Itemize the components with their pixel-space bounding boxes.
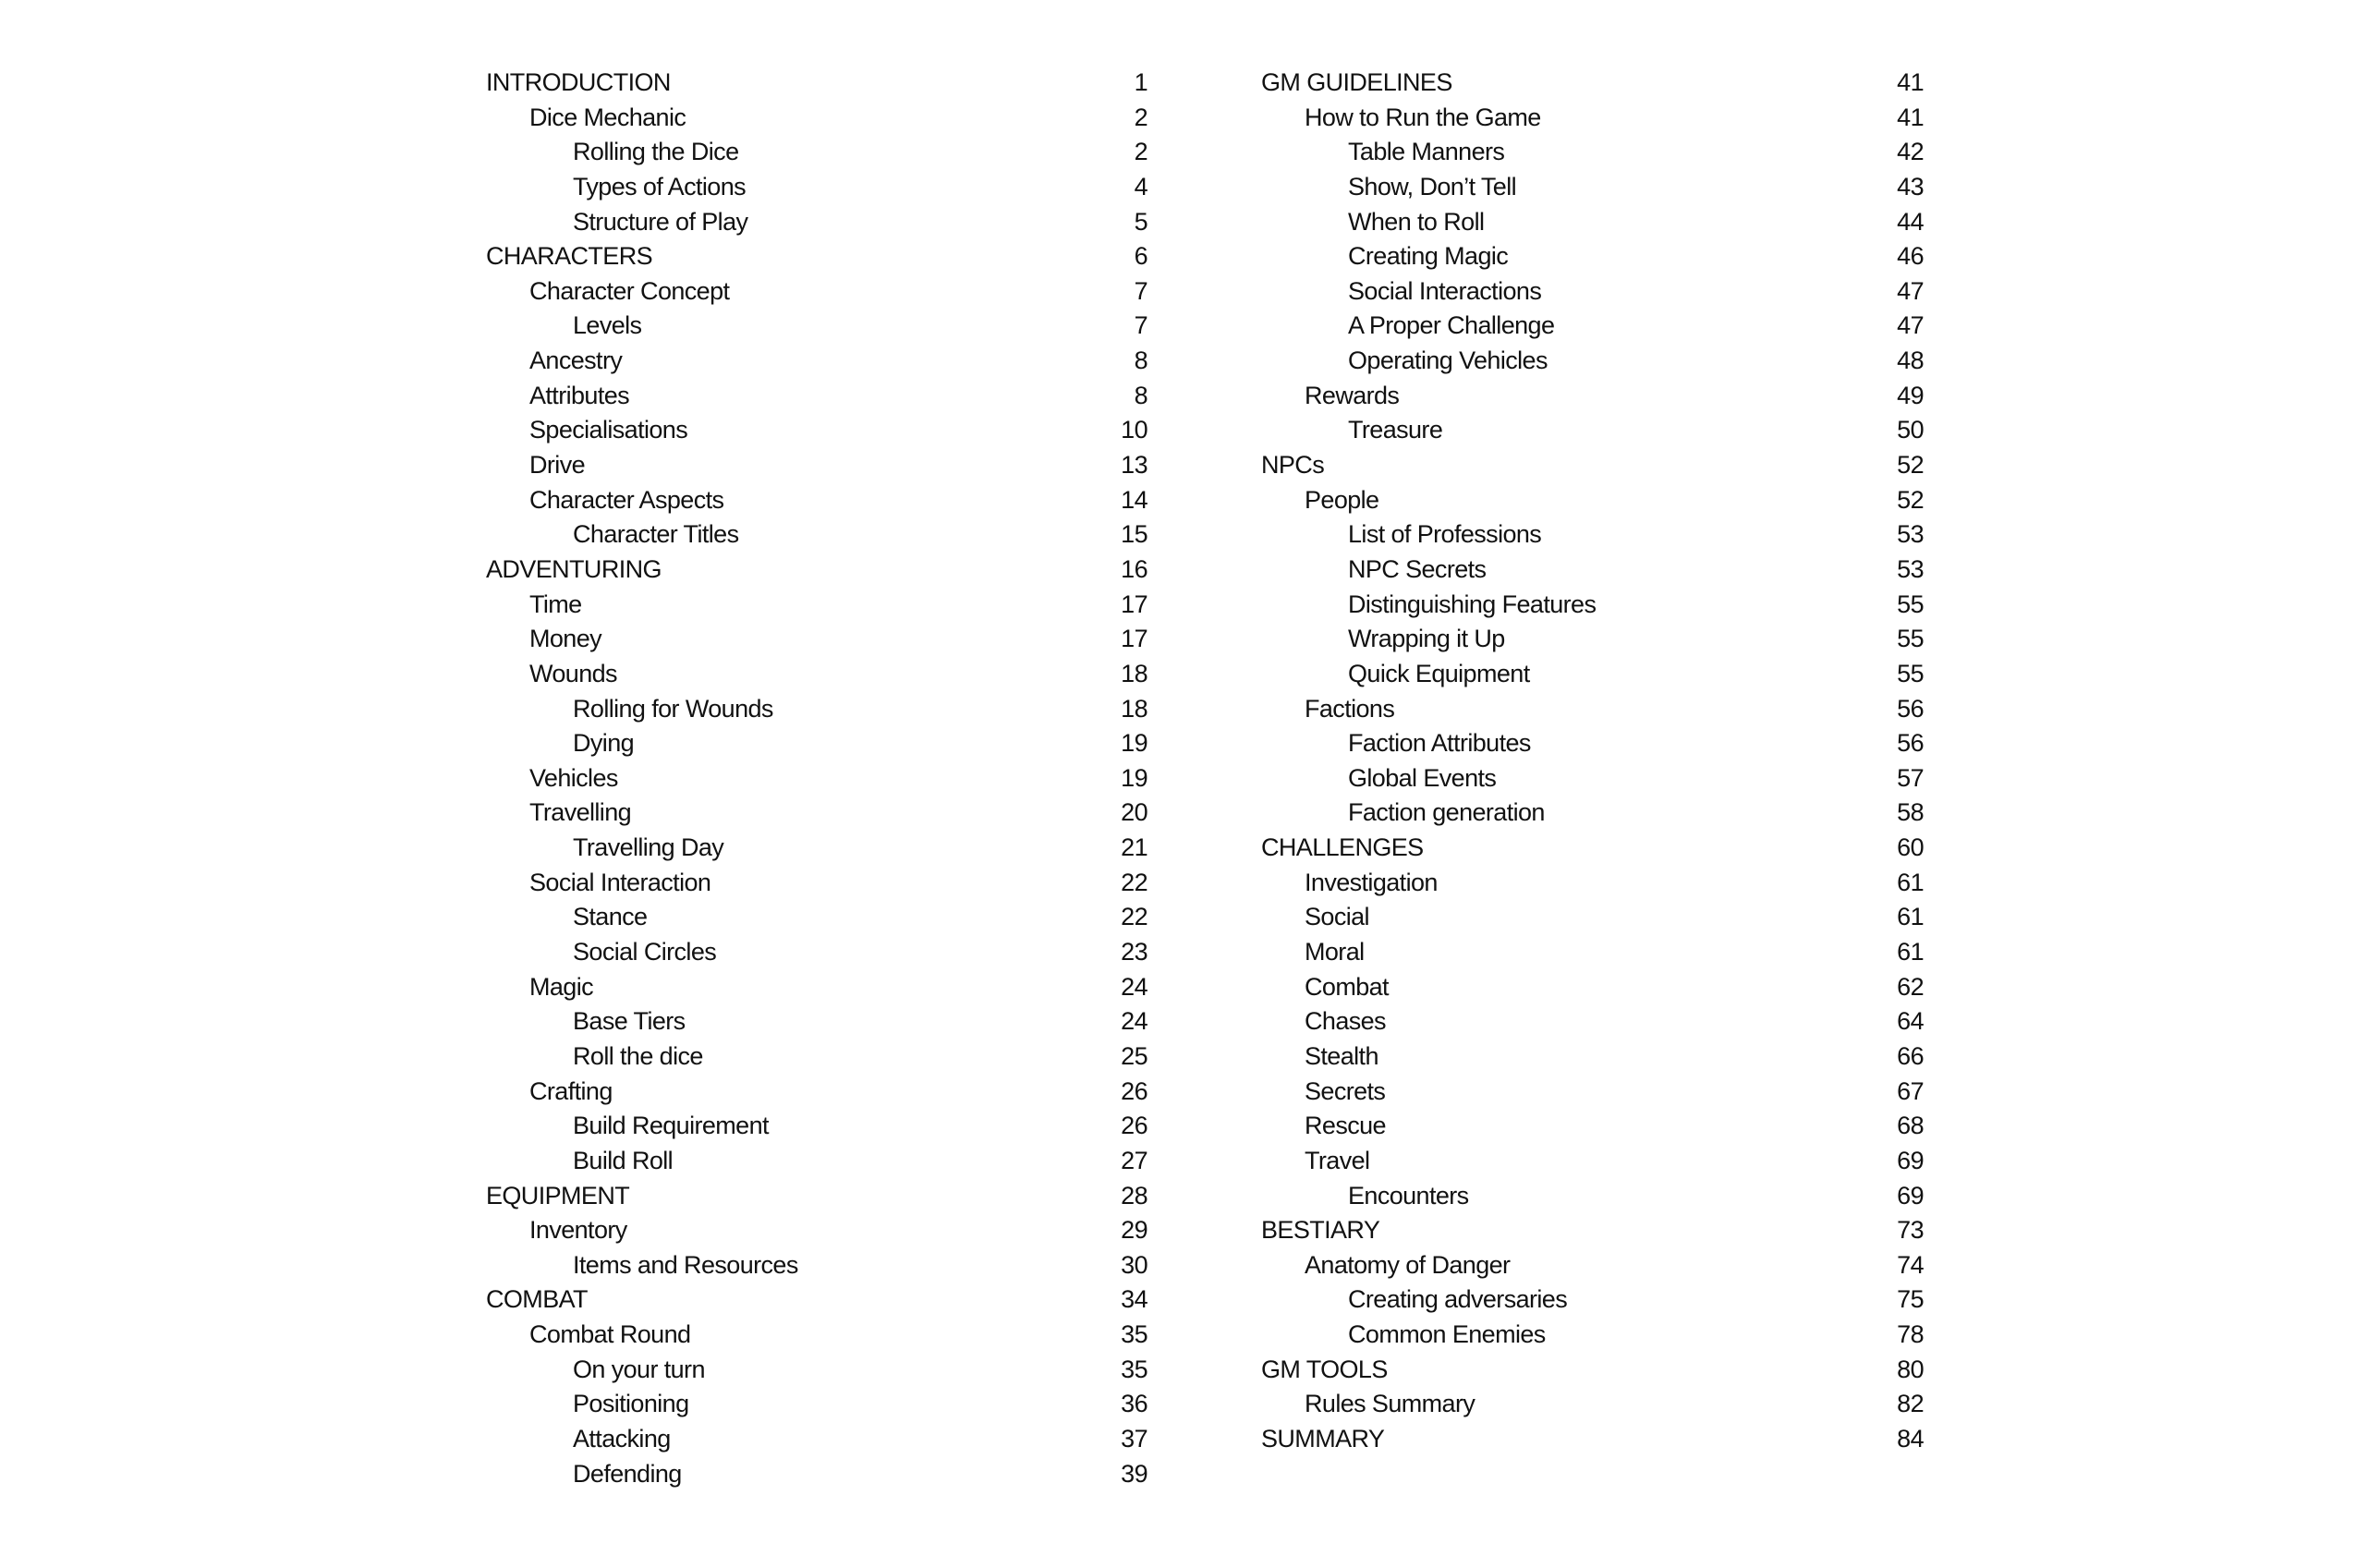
toc-entry-title: Combat bbox=[1305, 972, 1389, 1001]
toc-entry-title: Structure of Play bbox=[573, 207, 748, 236]
toc-entry-page-number: 8 bbox=[1134, 346, 1148, 375]
toc-entry-title: Types of Actions bbox=[573, 172, 747, 201]
toc-entry-title: Base Tiers bbox=[573, 1007, 686, 1036]
toc-entry-title: Chases bbox=[1305, 1007, 1386, 1036]
toc-entry-page-number: 69 bbox=[1897, 1146, 1924, 1174]
toc-entry-page-number: 18 bbox=[1121, 694, 1148, 723]
toc-entry-page-number: 19 bbox=[1121, 729, 1148, 758]
toc-subsection-entry[interactable] bbox=[1261, 274, 1924, 310]
toc-entry-title: Quick Equipment bbox=[1348, 659, 1530, 687]
toc-entry-title: Defending bbox=[573, 1459, 682, 1488]
toc-entry-title: EQUIPMENT bbox=[486, 1181, 630, 1210]
toc-entry-page-number: 35 bbox=[1121, 1355, 1148, 1383]
toc-entry-page-number: 52 bbox=[1897, 451, 1924, 480]
toc-entry-page-number: 17 bbox=[1121, 590, 1148, 618]
toc-subsection-entry[interactable] bbox=[486, 726, 1148, 761]
toc-section-entry[interactable] bbox=[1261, 866, 1924, 901]
toc-subsection-entry[interactable] bbox=[1261, 1179, 1924, 1214]
toc-entry-page-number: 46 bbox=[1897, 242, 1924, 271]
toc-entry-title: Distinguishing Features bbox=[1348, 590, 1597, 618]
toc-entry-page-number: 41 bbox=[1897, 103, 1924, 131]
toc-subsection-entry[interactable] bbox=[1261, 588, 1924, 623]
toc-entry-page-number: 39 bbox=[1121, 1459, 1148, 1488]
toc-subsection-entry[interactable] bbox=[1261, 761, 1924, 796]
toc-entry-title: Travel bbox=[1305, 1146, 1370, 1174]
toc-entry-title: ADVENTURING bbox=[486, 554, 662, 583]
toc-entry-title: Rescue bbox=[1305, 1112, 1386, 1140]
toc-entry-page-number: 18 bbox=[1121, 659, 1148, 687]
toc-entry-title: Encounters bbox=[1348, 1181, 1469, 1210]
toc-entry-title: Dice Mechanic bbox=[529, 103, 686, 131]
toc-section-entry[interactable] bbox=[1261, 1248, 1924, 1283]
toc-section-entry[interactable] bbox=[1261, 1144, 1924, 1179]
toc-column-left bbox=[486, 66, 1148, 1491]
toc-chapter-entry[interactable] bbox=[1261, 66, 1924, 101]
toc-entry-page-number: 68 bbox=[1897, 1112, 1924, 1140]
toc-entry-title: Faction generation bbox=[1348, 798, 1545, 827]
toc-subsection-entry[interactable] bbox=[1261, 622, 1924, 657]
toc-subsection-entry[interactable] bbox=[486, 1353, 1148, 1388]
toc-subsection-entry[interactable] bbox=[486, 1109, 1148, 1144]
toc-entry-page-number: 82 bbox=[1897, 1390, 1924, 1418]
toc-entry-title: Rolling the Dice bbox=[573, 138, 739, 166]
toc-section-entry[interactable] bbox=[486, 344, 1148, 379]
toc-entry-page-number: 15 bbox=[1121, 520, 1148, 549]
toc-entry-page-number: 20 bbox=[1121, 798, 1148, 827]
toc-entry-page-number: 16 bbox=[1121, 554, 1148, 583]
toc-entry-page-number: 78 bbox=[1897, 1320, 1924, 1349]
toc-entry-title: Global Events bbox=[1348, 763, 1497, 792]
toc-entry-title: Character Aspects bbox=[529, 485, 724, 514]
toc-entry-title: Stance bbox=[573, 903, 648, 931]
toc-chapter-entry[interactable] bbox=[1261, 831, 1924, 866]
toc-subsection-entry[interactable] bbox=[486, 900, 1148, 935]
toc-entry-title: Positioning bbox=[573, 1390, 689, 1418]
toc-entry-title: Time bbox=[529, 590, 582, 618]
toc-entry-page-number: 43 bbox=[1897, 172, 1924, 201]
toc-entry-page-number: 5 bbox=[1134, 207, 1148, 236]
toc-entry-title: Drive bbox=[529, 451, 586, 480]
toc-entry-page-number: 34 bbox=[1121, 1285, 1148, 1314]
toc-entry-page-number: 55 bbox=[1897, 659, 1924, 687]
toc-entry-page-number: 52 bbox=[1897, 485, 1924, 514]
toc-chapter-entry[interactable] bbox=[486, 553, 1148, 588]
toc-subsection-entry[interactable] bbox=[486, 1422, 1148, 1457]
toc-entry-page-number: 56 bbox=[1897, 729, 1924, 758]
toc-section-entry[interactable] bbox=[486, 761, 1148, 796]
toc-entry-title: Levels bbox=[573, 311, 642, 340]
toc-section-entry[interactable] bbox=[486, 101, 1148, 136]
toc-entry-title: Show, Don’t Tell bbox=[1348, 172, 1517, 201]
toc-subsection-entry[interactable] bbox=[486, 1144, 1148, 1179]
toc-entry-page-number: 61 bbox=[1897, 903, 1924, 931]
toc-entry-page-number: 74 bbox=[1897, 1250, 1924, 1279]
toc-subsection-entry[interactable] bbox=[486, 935, 1148, 970]
toc-subsection-entry[interactable] bbox=[486, 1004, 1148, 1039]
toc-chapter-entry[interactable] bbox=[486, 1282, 1148, 1318]
toc-section-entry[interactable] bbox=[486, 274, 1148, 310]
toc-section-entry[interactable] bbox=[486, 622, 1148, 657]
toc-entry-title: Attributes bbox=[529, 381, 630, 409]
toc-entry-title: Money bbox=[529, 625, 602, 653]
toc-entry-page-number: 1 bbox=[1134, 68, 1148, 96]
toc-entry-page-number: 17 bbox=[1121, 625, 1148, 653]
toc-subsection-entry[interactable] bbox=[1261, 726, 1924, 761]
toc-section-entry[interactable] bbox=[1261, 1039, 1924, 1075]
toc-entry-page-number: 10 bbox=[1121, 416, 1148, 444]
toc-section-entry[interactable] bbox=[1261, 1109, 1924, 1144]
toc-entry-page-number: 19 bbox=[1121, 763, 1148, 792]
toc-entry-title: Build Roll bbox=[573, 1146, 674, 1174]
toc-subsection-entry[interactable] bbox=[1261, 170, 1924, 205]
toc-chapter-entry[interactable] bbox=[1261, 1422, 1924, 1457]
toc-section-entry[interactable] bbox=[1261, 935, 1924, 970]
toc-entry-page-number: 47 bbox=[1897, 276, 1924, 305]
toc-entry-title: Common Enemies bbox=[1348, 1320, 1546, 1349]
toc-entry-page-number: 48 bbox=[1897, 346, 1924, 375]
toc-entry-page-number: 26 bbox=[1121, 1076, 1148, 1105]
toc-entry-title: Vehicles bbox=[529, 763, 618, 792]
toc-subsection-entry[interactable] bbox=[486, 135, 1148, 170]
toc-entry-title: Moral bbox=[1305, 938, 1365, 966]
toc-subsection-entry[interactable] bbox=[1261, 1318, 1924, 1353]
toc-section-entry[interactable] bbox=[486, 1318, 1148, 1353]
toc-entry-page-number: 66 bbox=[1897, 1041, 1924, 1070]
toc-section-entry[interactable] bbox=[1261, 379, 1924, 414]
toc-entry-title: Wrapping it Up bbox=[1348, 625, 1505, 653]
toc-entry-title: Faction Attributes bbox=[1348, 729, 1531, 758]
toc-entry-page-number: 49 bbox=[1897, 381, 1924, 409]
toc-entry-title: When to Roll bbox=[1348, 207, 1485, 236]
toc-subsection-entry[interactable] bbox=[486, 170, 1148, 205]
toc-entry-page-number: 56 bbox=[1897, 694, 1924, 723]
toc-entry-page-number: 42 bbox=[1897, 138, 1924, 166]
toc-entry-title: Rewards bbox=[1305, 381, 1400, 409]
toc-section-entry[interactable] bbox=[486, 1213, 1148, 1248]
toc-entry-title: Crafting bbox=[529, 1076, 613, 1105]
toc-entry-title: Character Concept bbox=[529, 276, 730, 305]
toc-entry-title: Factions bbox=[1305, 694, 1395, 723]
toc-entry-title: How to Run the Game bbox=[1305, 103, 1541, 131]
toc-entry-page-number: 2 bbox=[1134, 103, 1148, 131]
toc-entry-page-number: 6 bbox=[1134, 242, 1148, 271]
toc-entry-title: Anatomy of Danger bbox=[1305, 1250, 1511, 1279]
toc-entry-title: Operating Vehicles bbox=[1348, 346, 1548, 375]
toc-entry-title: Investigation bbox=[1305, 868, 1438, 896]
toc-subsection-entry[interactable] bbox=[486, 1457, 1148, 1492]
toc-subsection-entry[interactable] bbox=[1261, 517, 1924, 553]
toc-subsection-entry[interactable] bbox=[1261, 413, 1924, 448]
toc-entry-page-number: 25 bbox=[1121, 1041, 1148, 1070]
toc-section-entry[interactable] bbox=[486, 970, 1148, 1005]
toc-section-entry[interactable] bbox=[486, 1075, 1148, 1110]
toc-entry-page-number: 36 bbox=[1121, 1390, 1148, 1418]
toc-entry-page-number: 22 bbox=[1121, 903, 1148, 931]
toc-entry-page-number: 69 bbox=[1897, 1181, 1924, 1210]
toc-entry-page-number: 21 bbox=[1121, 833, 1148, 862]
toc-section-entry[interactable] bbox=[486, 588, 1148, 623]
toc-subsection-entry[interactable] bbox=[1261, 1282, 1924, 1318]
toc-subsection-entry[interactable] bbox=[1261, 135, 1924, 170]
toc-entry-title: Wounds bbox=[529, 659, 617, 687]
toc-entry-title: Rolling for Wounds bbox=[573, 694, 773, 723]
toc-subsection-entry[interactable] bbox=[486, 1387, 1148, 1422]
toc-entry-title: Ancestry bbox=[529, 346, 623, 375]
toc-subsection-entry[interactable] bbox=[1261, 205, 1924, 240]
toc-section-entry[interactable] bbox=[1261, 1075, 1924, 1110]
toc-entry-page-number: 4 bbox=[1134, 172, 1148, 201]
toc-section-entry[interactable] bbox=[486, 379, 1148, 414]
toc-entry-title: Build Requirement bbox=[573, 1112, 769, 1140]
toc-entry-page-number: 55 bbox=[1897, 625, 1924, 653]
toc-entry-page-number: 26 bbox=[1121, 1112, 1148, 1140]
toc-entry-page-number: 30 bbox=[1121, 1250, 1148, 1279]
toc-entry-page-number: 50 bbox=[1897, 416, 1924, 444]
toc-section-entry[interactable] bbox=[486, 413, 1148, 448]
toc-entry-page-number: 53 bbox=[1897, 520, 1924, 549]
toc-entry-title: Items and Resources bbox=[573, 1250, 798, 1279]
toc-entry-title: CHALLENGES bbox=[1261, 833, 1424, 862]
toc-entry-title: Social Circles bbox=[573, 938, 717, 966]
toc-subsection-entry[interactable] bbox=[1261, 657, 1924, 692]
toc-entry-title: GM TOOLS bbox=[1261, 1355, 1388, 1383]
toc-entry-title: List of Professions bbox=[1348, 520, 1542, 549]
toc-subsection-entry[interactable] bbox=[486, 692, 1148, 727]
toc-entry-title: Dying bbox=[573, 729, 635, 758]
toc-subsection-entry[interactable] bbox=[1261, 309, 1924, 344]
toc-section-entry[interactable] bbox=[1261, 483, 1924, 518]
toc-subsection-entry[interactable] bbox=[1261, 239, 1924, 274]
toc-entry-page-number: 61 bbox=[1897, 868, 1924, 896]
toc-entry-title: NPCs bbox=[1261, 451, 1325, 480]
toc-subsection-entry[interactable] bbox=[486, 831, 1148, 866]
toc-entry-page-number: 8 bbox=[1134, 381, 1148, 409]
toc-entry-title: Magic bbox=[529, 972, 594, 1001]
toc-entry-title: CHARACTERS bbox=[486, 242, 653, 271]
toc-entry-page-number: 7 bbox=[1134, 276, 1148, 305]
toc-entry-title: Social bbox=[1305, 903, 1369, 931]
toc-section-entry[interactable] bbox=[1261, 692, 1924, 727]
toc-section-entry[interactable] bbox=[486, 866, 1148, 901]
toc-subsection-entry[interactable] bbox=[486, 309, 1148, 344]
toc-entry-page-number: 67 bbox=[1897, 1076, 1924, 1105]
toc-entry-title: Social Interactions bbox=[1348, 276, 1542, 305]
toc-entry-title: COMBAT bbox=[486, 1285, 588, 1314]
toc-entry-title: People bbox=[1305, 485, 1379, 514]
toc-entry-page-number: 84 bbox=[1897, 1424, 1924, 1453]
toc-entry-page-number: 55 bbox=[1897, 590, 1924, 618]
toc-entry-page-number: 23 bbox=[1121, 938, 1148, 966]
toc-entry-title: INTRODUCTION bbox=[486, 68, 671, 96]
toc-entry-page-number: 14 bbox=[1121, 485, 1148, 514]
toc-entry-title: Combat Round bbox=[529, 1320, 691, 1349]
toc-entry-page-number: 44 bbox=[1897, 207, 1924, 236]
toc-entry-page-number: 24 bbox=[1121, 1007, 1148, 1036]
toc-entry-title: Rules Summary bbox=[1305, 1390, 1475, 1418]
toc-entry-title: Inventory bbox=[529, 1216, 627, 1245]
toc-subsection-entry[interactable] bbox=[1261, 553, 1924, 588]
toc-entry-title: On your turn bbox=[573, 1355, 705, 1383]
toc-chapter-entry[interactable] bbox=[486, 1179, 1148, 1214]
toc-subsection-entry[interactable] bbox=[1261, 796, 1924, 831]
toc-entry-page-number: 53 bbox=[1897, 554, 1924, 583]
toc-column-right bbox=[1261, 66, 1924, 1457]
toc-section-entry[interactable] bbox=[486, 448, 1148, 483]
toc-entry-page-number: 41 bbox=[1897, 68, 1924, 96]
toc-entry-page-number: 28 bbox=[1121, 1181, 1148, 1210]
toc-entry-page-number: 2 bbox=[1134, 138, 1148, 166]
toc-entry-page-number: 73 bbox=[1897, 1216, 1924, 1245]
toc-entry-title: A Proper Challenge bbox=[1348, 311, 1555, 340]
toc-section-entry[interactable] bbox=[486, 483, 1148, 518]
toc-entry-title: BESTIARY bbox=[1261, 1216, 1380, 1245]
toc-entry-page-number: 61 bbox=[1897, 938, 1924, 966]
toc-entry-title: GM GUIDELINES bbox=[1261, 68, 1452, 96]
toc-entry-title: Secrets bbox=[1305, 1076, 1386, 1105]
toc-section-entry[interactable] bbox=[486, 657, 1148, 692]
toc-entry-title: Creating Magic bbox=[1348, 242, 1509, 271]
toc-entry-title: Character Titles bbox=[573, 520, 739, 549]
toc-chapter-entry[interactable] bbox=[1261, 1213, 1924, 1248]
toc-chapter-entry[interactable] bbox=[486, 239, 1148, 274]
toc-entry-page-number: 58 bbox=[1897, 798, 1924, 827]
toc-entry-title: NPC Secrets bbox=[1348, 554, 1487, 583]
toc-subsection-entry[interactable] bbox=[486, 1248, 1148, 1283]
toc-entry-title: Social Interaction bbox=[529, 868, 711, 896]
toc-subsection-entry[interactable] bbox=[486, 1039, 1148, 1075]
toc-entry-page-number: 7 bbox=[1134, 311, 1148, 340]
toc-entry-page-number: 37 bbox=[1121, 1424, 1148, 1453]
toc-entry-page-number: 62 bbox=[1897, 972, 1924, 1001]
toc-entry-page-number: 22 bbox=[1121, 868, 1148, 896]
toc-entry-page-number: 64 bbox=[1897, 1007, 1924, 1036]
toc-chapter-entry[interactable] bbox=[486, 66, 1148, 101]
toc-entry-page-number: 57 bbox=[1897, 763, 1924, 792]
toc-entry-page-number: 47 bbox=[1897, 311, 1924, 340]
toc-section-entry[interactable] bbox=[1261, 970, 1924, 1005]
toc-entry-title: Roll the dice bbox=[573, 1041, 703, 1070]
toc-section-entry[interactable] bbox=[1261, 101, 1924, 136]
toc-entry-title: Travelling Day bbox=[573, 833, 724, 862]
toc-chapter-entry[interactable] bbox=[1261, 448, 1924, 483]
toc-entry-page-number: 75 bbox=[1897, 1285, 1924, 1314]
toc-entry-title: Treasure bbox=[1348, 416, 1443, 444]
toc-entry-page-number: 35 bbox=[1121, 1320, 1148, 1349]
toc-section-entry[interactable] bbox=[486, 796, 1148, 831]
toc-entry-page-number: 80 bbox=[1897, 1355, 1924, 1383]
toc-entry-title: SUMMARY bbox=[1261, 1424, 1385, 1453]
toc-entry-title: Table Manners bbox=[1348, 138, 1505, 166]
toc-subsection-entry[interactable] bbox=[486, 517, 1148, 553]
toc-entry-title: Stealth bbox=[1305, 1041, 1378, 1070]
toc-subsection-entry[interactable] bbox=[486, 205, 1148, 240]
toc-chapter-entry[interactable] bbox=[1261, 1353, 1924, 1388]
toc-entry-title: Specialisations bbox=[529, 416, 688, 444]
toc-entry-page-number: 60 bbox=[1897, 833, 1924, 862]
toc-entry-page-number: 27 bbox=[1121, 1146, 1148, 1174]
toc-section-entry[interactable] bbox=[1261, 900, 1924, 935]
toc-entry-page-number: 29 bbox=[1121, 1216, 1148, 1245]
toc-entry-page-number: 13 bbox=[1121, 451, 1148, 480]
toc-entry-title: Creating adversaries bbox=[1348, 1285, 1568, 1314]
toc-entry-title: Attacking bbox=[573, 1424, 671, 1453]
toc-subsection-entry[interactable] bbox=[1261, 344, 1924, 379]
toc-entry-page-number: 24 bbox=[1121, 972, 1148, 1001]
toc-entry-title: Travelling bbox=[529, 798, 632, 827]
toc-section-entry[interactable] bbox=[1261, 1004, 1924, 1039]
toc-section-entry[interactable] bbox=[1261, 1387, 1924, 1422]
